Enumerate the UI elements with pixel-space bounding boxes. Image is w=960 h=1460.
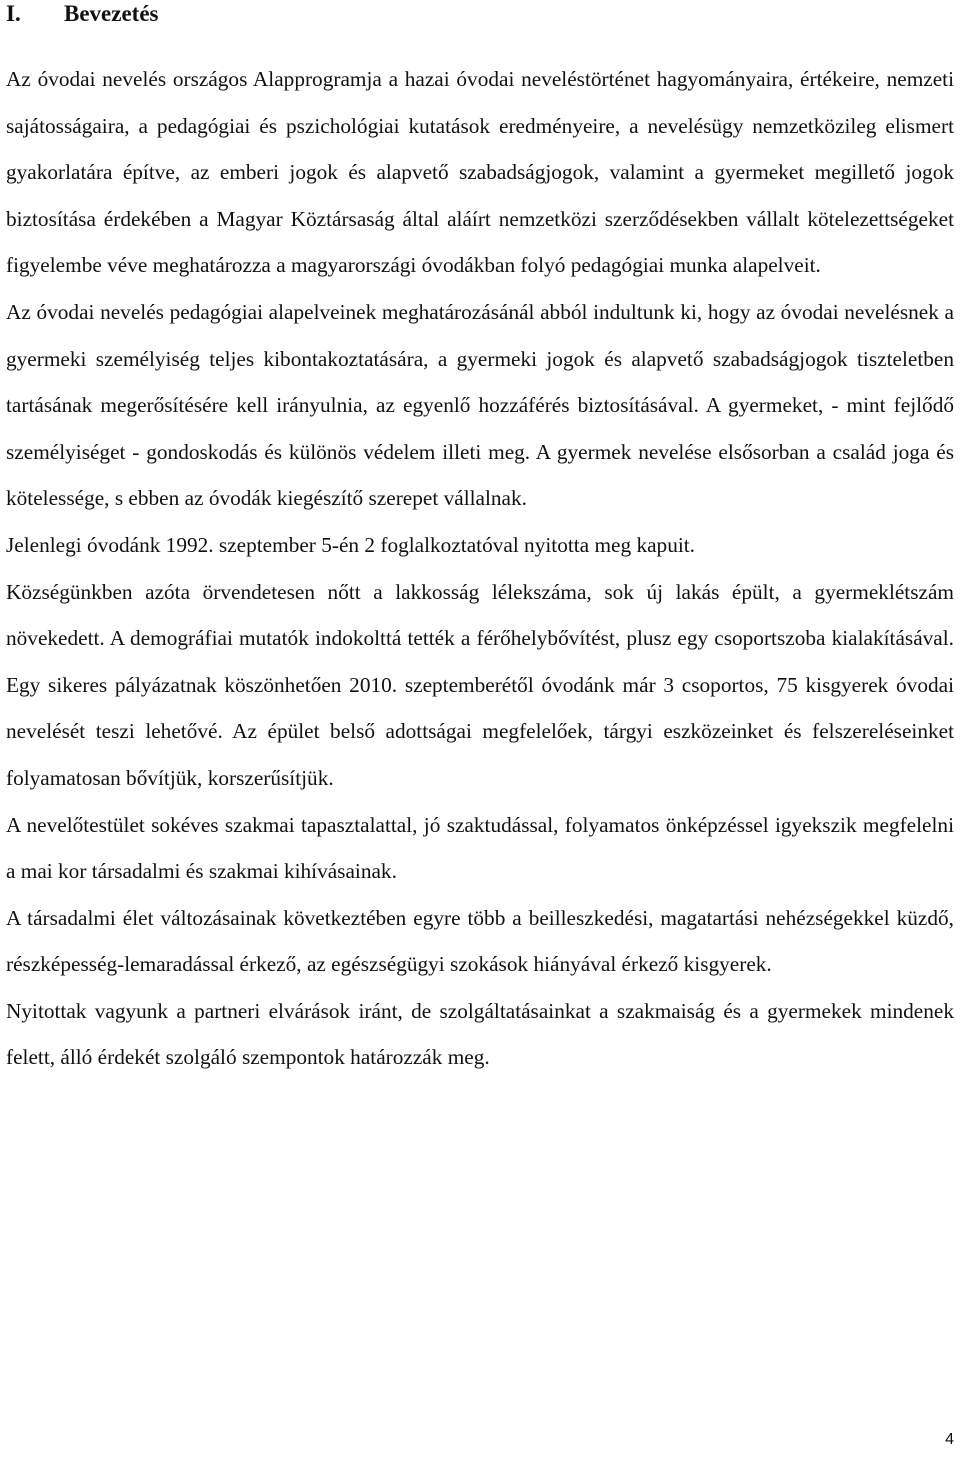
paragraph-partneri-elvarasok: Nyitottak vagyunk a partneri elvárások iránt, de szolgáltatásainkat a szakmaiság és a gyermekek mindenek felett, álló érdekét szolgáló szempontok határozzák meg. xyxy=(6,998,954,1070)
paragraph-bovites: Községünkben azóta örvendetesen nőtt a lakkosság lélekszáma, sok új lakás épült, a gyermeklétszám növekedett. A demográfiai mutatók indokolttá tették a férőhelybővítést, plusz egy csoportszoba kialakításával. Egy sikeres pályázatnak köszönhetően 2010. szeptemberétől óvodánk már 3 csoportos, 75 kisgyerek óvodai nevelését teszi lehetővé. Az épület belső adottságai megfelelőek, tárgyi eszközeinket és felszereléseinket folyamatosan bővítjük, korszerűsítjük. xyxy=(6,579,954,790)
document-page xyxy=(6,0,956,1460)
section-title: Bevezetés xyxy=(64,1,159,26)
page-number: 4 xyxy=(945,1431,954,1448)
paragraph-alapelvek: Az óvodai nevelés pedagógiai alapelveinek meghatározásánál abból indultunk ki, hogy az óvodai nevelésnek a gyermeki személyiség teljes kibontakoztatására, a gyermeki jogok és alapvető szabadságjogok tiszteletben tartásának megerősítésére kell irányulnia, az egyenlő hozzáférés biztosításával. A gyermeket, - mint fejlődő személyiséget - gondoskodás és különös védelem illeti meg. A gyermek nevelése elsősorban a család joga és kötelessége, s ebben az óvodák kiegészítő szerepet vállalnak. xyxy=(6,299,954,511)
paragraph-alapprogram: Az óvodai nevelés országos Alapprogramja a hazai óvodai neveléstörténet hagyományaira, értékeire, nemzeti sajátosságaira, a pedagógiai és pszichológiai kutatások eredményeire, a nevelésügy nemzetközileg elismert gyakorlatára építve, az emberi jogok és alapvető szabadságjogok, valamint a gyermeket megillető jogok biztosítása érdekében a Magyar Köztársaság által aláírt nemzetközi szerződésekben vállalt kötelezettségeket figyelembe véve meghatározza a magyarországi óvodákban folyó pedagógiai munka alapelveit. xyxy=(6,67,954,278)
section-number: I. xyxy=(6,1,21,26)
paragraph-tarsadalmi-valtozasok: A társadalmi élet változásainak következtében egyre több a beilleszkedési, magatartási nehézségekkel küzdő, részképesség-lemaradással érkező, az egészségügyi szokások hiányával érkező kisgyerek. xyxy=(6,905,954,977)
section-heading xyxy=(6,0,159,28)
paragraph-nevelotestulet: A nevelőtestület sokéves szakmai tapasztalattal, jó szaktudással, folyamatos önképzéssel igyekszik megfelelni a mai kor társadalmi és szakmai kihívásainak. xyxy=(6,812,954,884)
body-text xyxy=(6,56,954,1081)
paragraph-nyitas: Jelenlegi óvodánk 1992. szeptember 5-én 2 foglalkoztatóval nyitotta meg kapuit. xyxy=(6,532,695,557)
